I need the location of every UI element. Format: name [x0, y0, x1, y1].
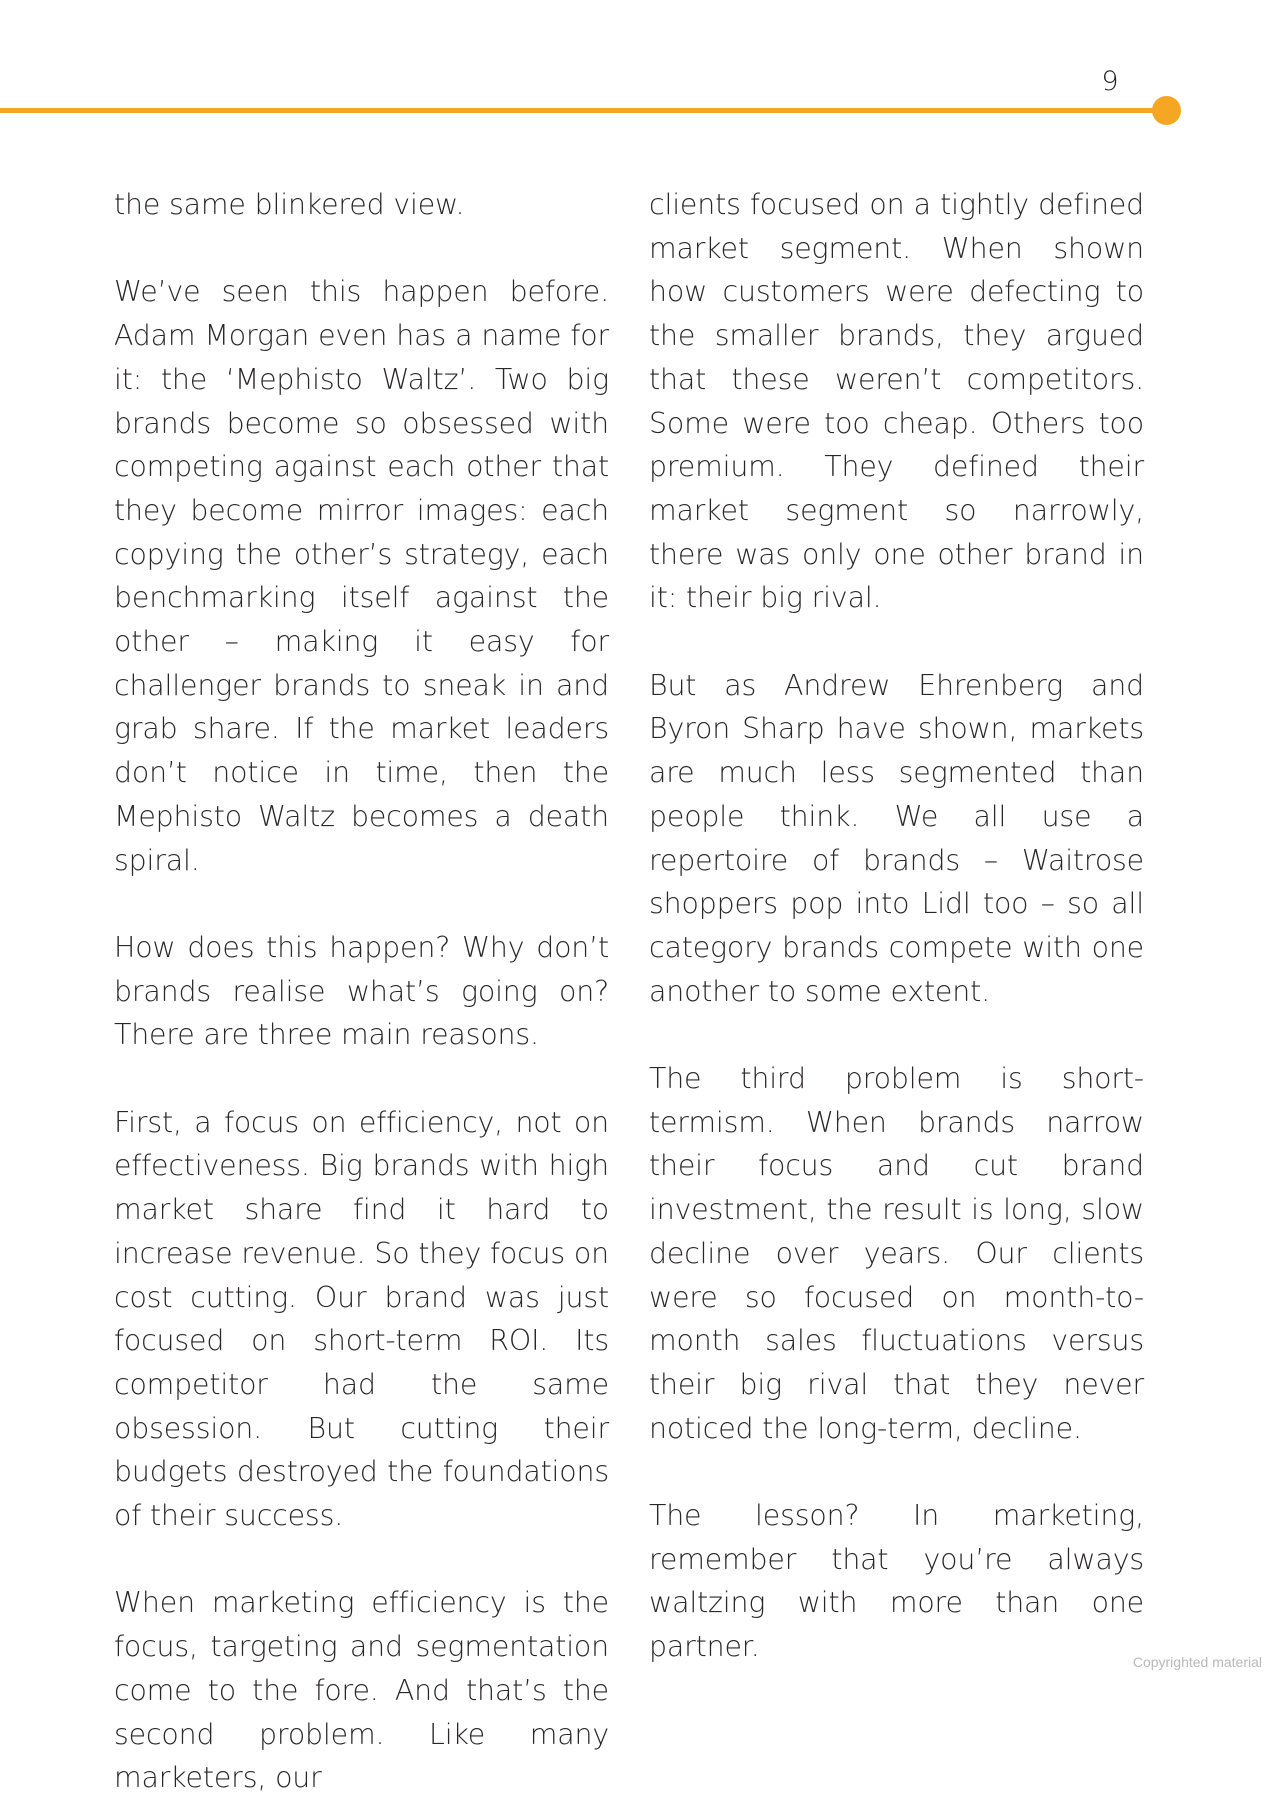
header-rule-dot — [1152, 96, 1181, 125]
page-number: 9 — [1101, 66, 1119, 97]
paragraph: clients focused on a tightly defined market segment. When shown how customers were defecting to the smaller brands, they argued that these weren’t competitors. Some were too cheap. Others too premium. They defined their market segment so narrowly, there was only one other brand in it: their big rival. — [649, 188, 1144, 615]
left-column — [114, 183, 609, 1800]
paragraph: The lesson? In marketing, remember that you’re always waltzing with more than one partner. — [649, 1499, 1144, 1664]
paragraph: We’ve seen this happen before. Adam Morgan even has a name for it: the ‘Mephisto Waltz’. Two big brands become so obsessed with competing against each other that they become mirror images: each copying the other’s strategy, each benchmarking itself against the other – making it easy for challenger brands to sneak in and grab share. If the market leaders don’t notice in time, then the Mephisto Waltz becomes a death spiral. — [114, 275, 609, 877]
paragraph: First, a focus on efficiency, not on effectiveness. Big brands with high market share find it hard to increase revenue. So they focus on cost cutting. Our brand was just focused on short-term ROI. Its competitor had the same obsession. But cutting their budgets destroyed the foundations of their success. — [114, 1105, 609, 1533]
paragraph: the same blinkered view. — [114, 188, 465, 221]
right-column — [649, 183, 1144, 1669]
header-rule — [0, 108, 1160, 113]
copyright-watermark: Copyrighted material — [1132, 1654, 1262, 1670]
paragraph: The third problem is short-termism. When brands narrow their focus and cut brand investment, the result is long, slow decline over years. Our clients were so focused on month-to-month sales fluctuations versus their big rival that they never noticed the long-term, decline. — [649, 1062, 1144, 1445]
paragraph: When marketing efficiency is the focus, targeting and segmentation come to the fore. And that’s the second problem. Like many marketers, our — [114, 1586, 609, 1795]
paragraph: How does this happen? Why don’t brands realise what’s going on? There are three main reasons. — [114, 930, 609, 1052]
paragraph: But as Andrew Ehrenberg and Byron Sharp have shown, markets are much less segmented than people think. We all use a repertoire of brands – Waitrose shoppers pop into Lidl too – so all category brands compete with one another to some extent. — [649, 668, 1144, 1008]
